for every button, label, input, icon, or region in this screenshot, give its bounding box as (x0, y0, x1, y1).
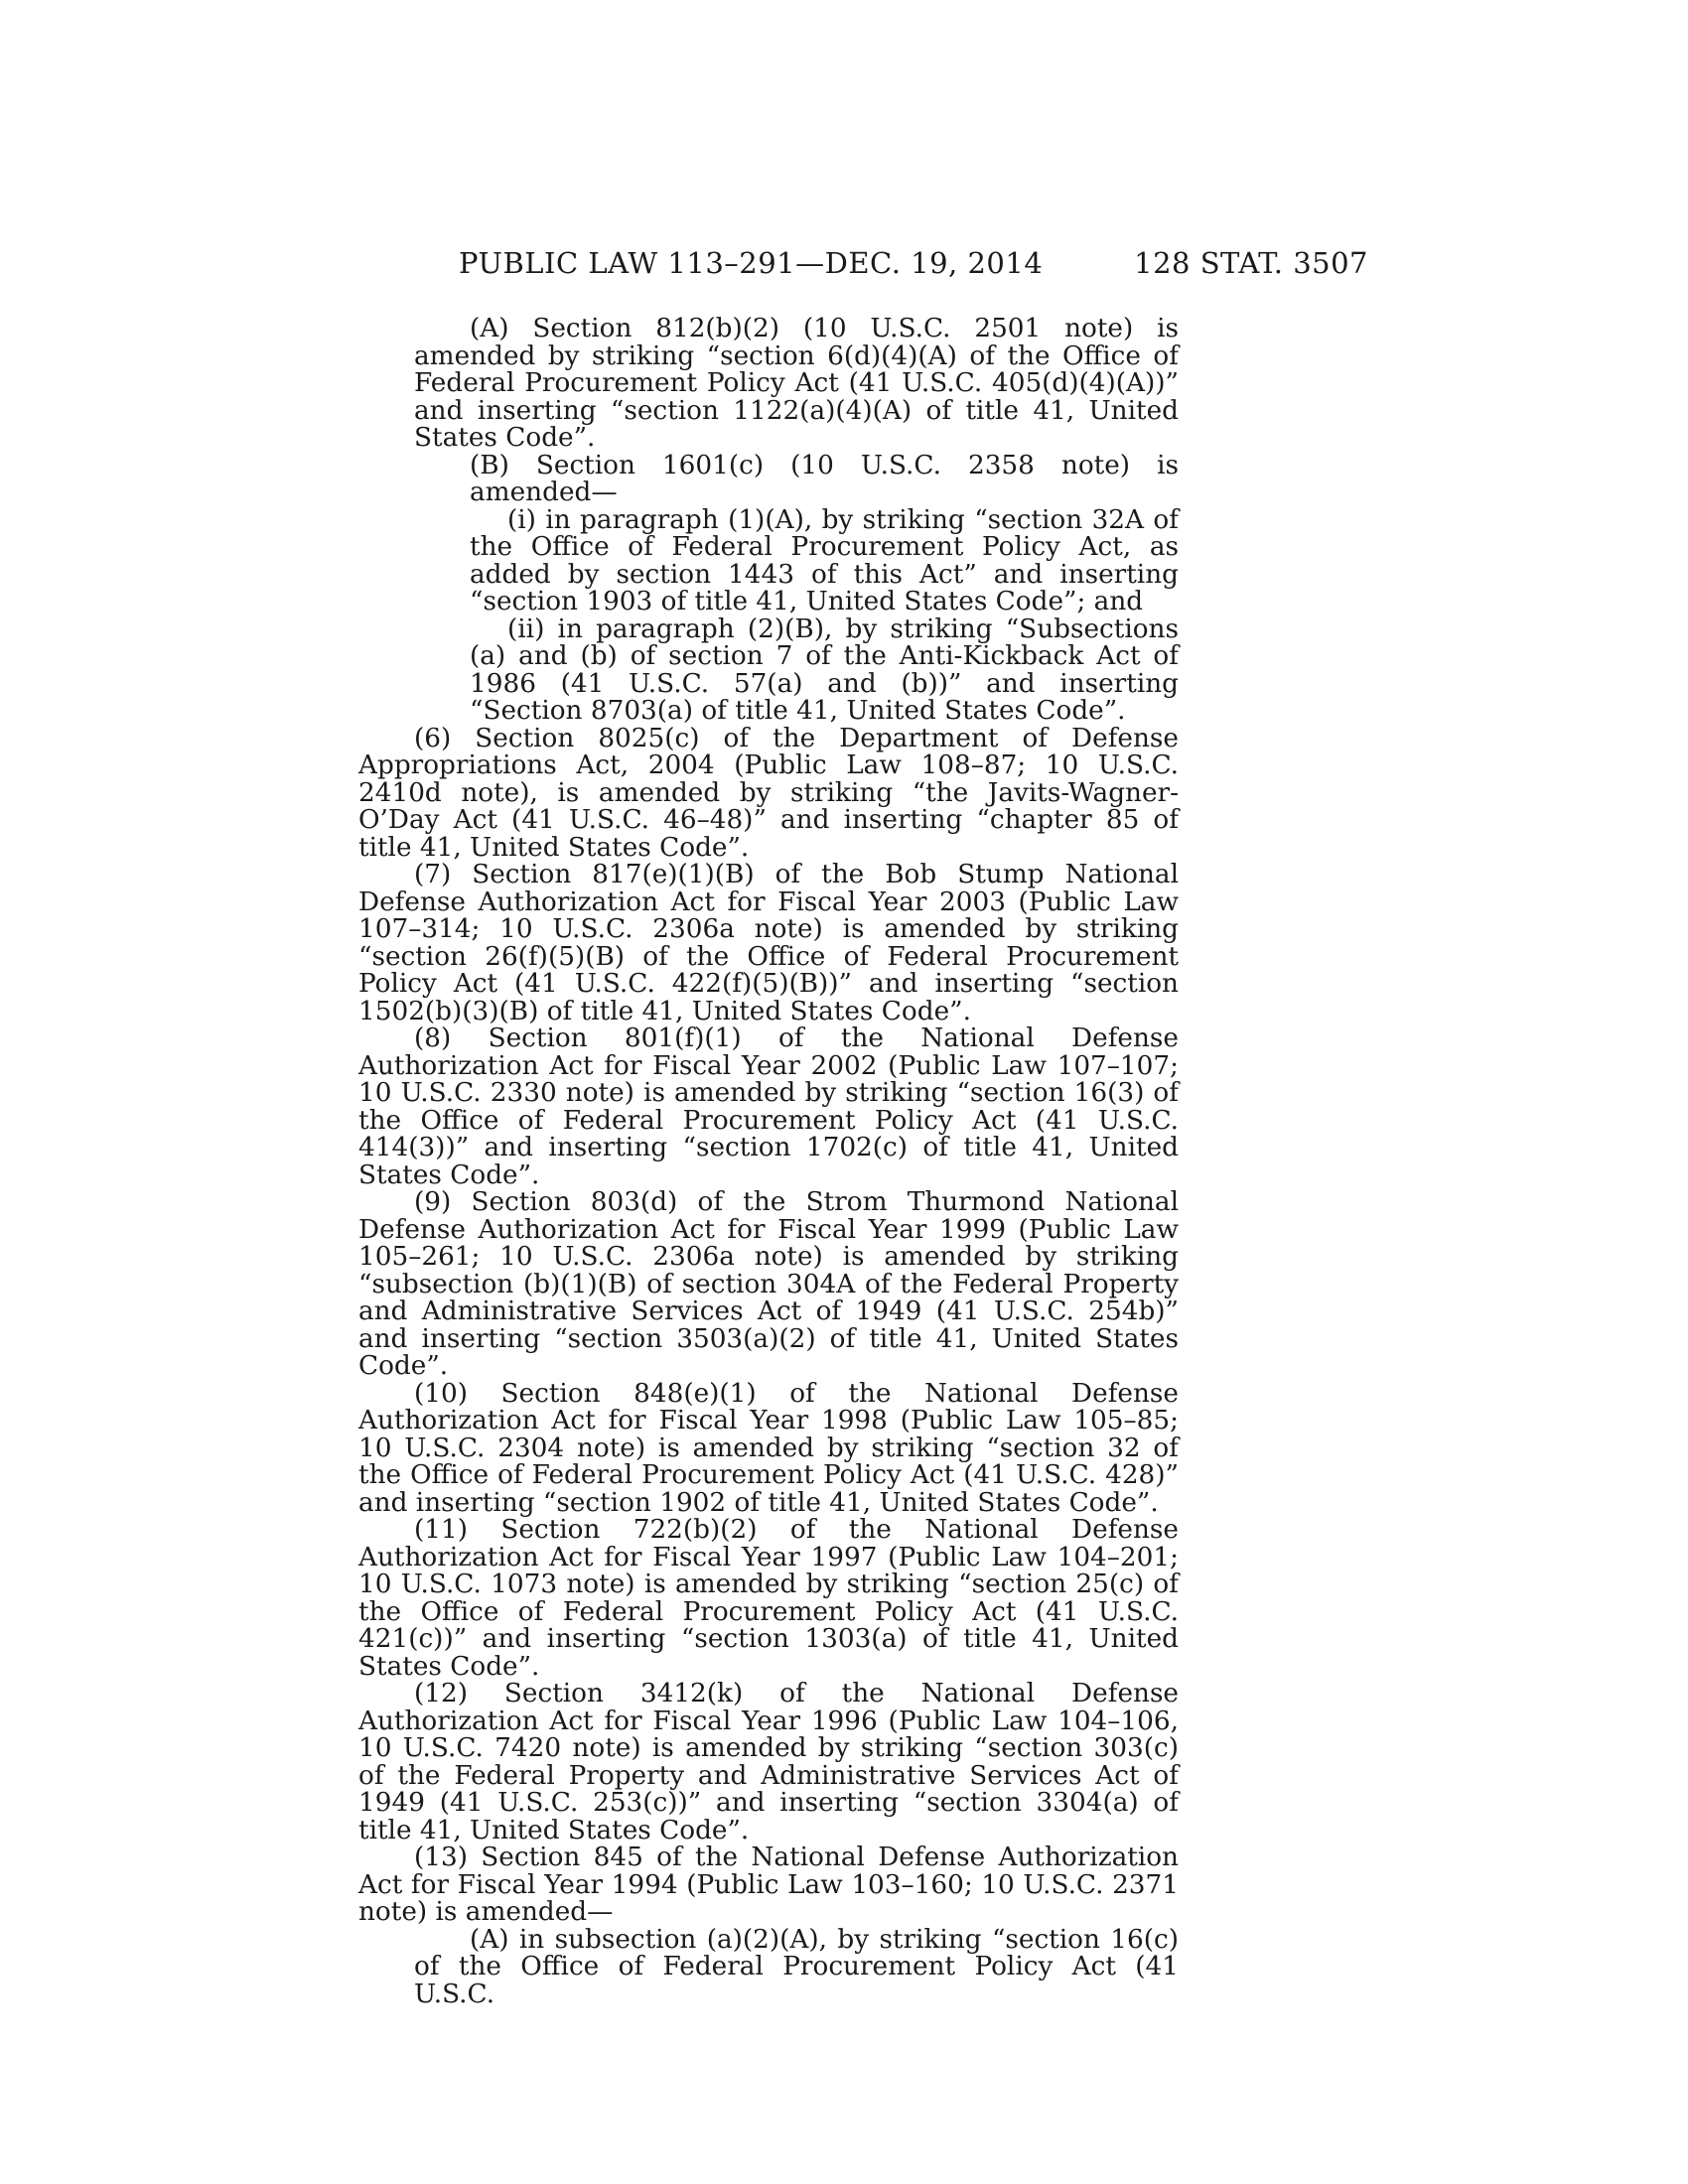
paragraph-5b-i: (i) in paragraph (1)(A), by striking “section 32A of the Office of Federal Procurement Policy Act, as added by section 1443 of this Act” and inserting “section 1903 of title 41, United States Code”; and (470, 504, 1179, 616)
paragraph-8: (8) Section 801(f)(1) of the National Defense Authorization Act for Fiscal Year 2002 (Public Law 107–107; 10 U.S.C. 2330 note) is amended by striking “section 16(3) of the Office of Federal Procurement Policy Act (41 U.S.C. 414(3))” and inserting “section 1702(c) of title 41, United States Code”. (358, 1024, 1179, 1190)
paragraph-5b-ii: (ii) in paragraph (2)(B), by striking “Subsections (a) and (b) of section 7 of the Anti-Kickback Act of 1986 (41 U.S.C. 57(a) and (b))” and inserting “Section 8703(a) of title 41, United States Code”. (470, 614, 1179, 726)
paragraph-6: (6) Section 8025(c) of the Department of Defense Appropriations Act, 2004 (Public Law 108–87; 10 U.S.C. 2410d note), is amended by striking “the Javits-Wagner-O’Day Act (41 U.S.C. 46–48)” and inserting “chapter 85 of title 41, United States Code”. (358, 723, 1179, 863)
paragraph-11: (11) Section 722(b)(2) of the National Defense Authorization Act for Fiscal Year 1997 (Public Law 104–201; 10 U.S.C. 1073 note) is amended by striking “section 25(c) of the Office of Federal Procurement Policy Act (41 U.S.C. 421(c))” and inserting “section 1303(a) of title 41, United States Code”. (358, 1515, 1179, 1682)
paragraph-10: (10) Section 848(e)(1) of the National Defense Authorization Act for Fiscal Year 1998 (Public Law 105–85; 10 U.S.C. 2304 note) is amended by striking “section 32 of the Office of Federal Procurement Policy Act (41 U.S.C. 428)” and inserting “section 1902 of title 41, United States Code”. (358, 1378, 1179, 1518)
running-header-page-number: 128 STAT. 3507 (1134, 246, 1368, 280)
paragraph-7: (7) Section 817(e)(1)(B) of the Bob Stump National Defense Authorization Act for Fiscal Year 2003 (Public Law 107–314; 10 U.S.C. 2306a note) is amended by striking “section 26(f)(5)(B) of the Office of Federal Procurement Policy Act (41 U.S.C. 422(f)(5)(B))” and inserting “section 1502(b)(3)(B) of title 41, United States Code”. (358, 860, 1179, 1026)
paragraph-5b: (B) Section 1601(c) (10 U.S.C. 2358 note) is amended— (470, 450, 1179, 507)
running-header-title: PUBLIC LAW 113–291—DEC. 19, 2014 (459, 246, 1044, 280)
paragraph-13: (13) Section 845 of the National Defense Authorization Act for Fiscal Year 1994 (Public Law 103–160; 10 U.S.C. 2371 note) is amended— (358, 1843, 1179, 1927)
document-body (358, 316, 1179, 2008)
paragraph-13a: (A) in subsection (a)(2)(A), by striking “section 16(c) of the Office of Federal Procurement Policy Act (41 U.S.C. (414, 1924, 1179, 2009)
paragraph-9: (9) Section 803(d) of the Strom Thurmond National Defense Authorization Act for Fiscal Year 1999 (Public Law 105–261; 10 U.S.C. 2306a note) is amended by striking “subsection (b)(1)(B) of section 304A of the Federal Property and Administrative Services Act of 1949 (41 U.S.C. 254b)” and inserting “section 3503(a)(2) of title 41, United States Code”. (358, 1187, 1179, 1381)
paragraph-5a: (A) Section 812(b)(2) (10 U.S.C. 2501 note) is amended by striking “section 6(d)(4)(A) of the Office of Federal Procurement Policy Act (41 U.S.C. 405(d)(4)(A))” and inserting “section 1122(a)(4)(A) of title 41, United States Code”. (414, 314, 1179, 453)
paragraph-12: (12) Section 3412(k) of the National Defense Authorization Act for Fiscal Year 1996 (Public Law 104–106, 10 U.S.C. 7420 note) is amended by striking “section 303(c) of the Federal Property and Administrative Services Act of 1949 (41 U.S.C. 253(c))” and inserting “section 3304(a) of title 41, United States Code”. (358, 1679, 1179, 1845)
